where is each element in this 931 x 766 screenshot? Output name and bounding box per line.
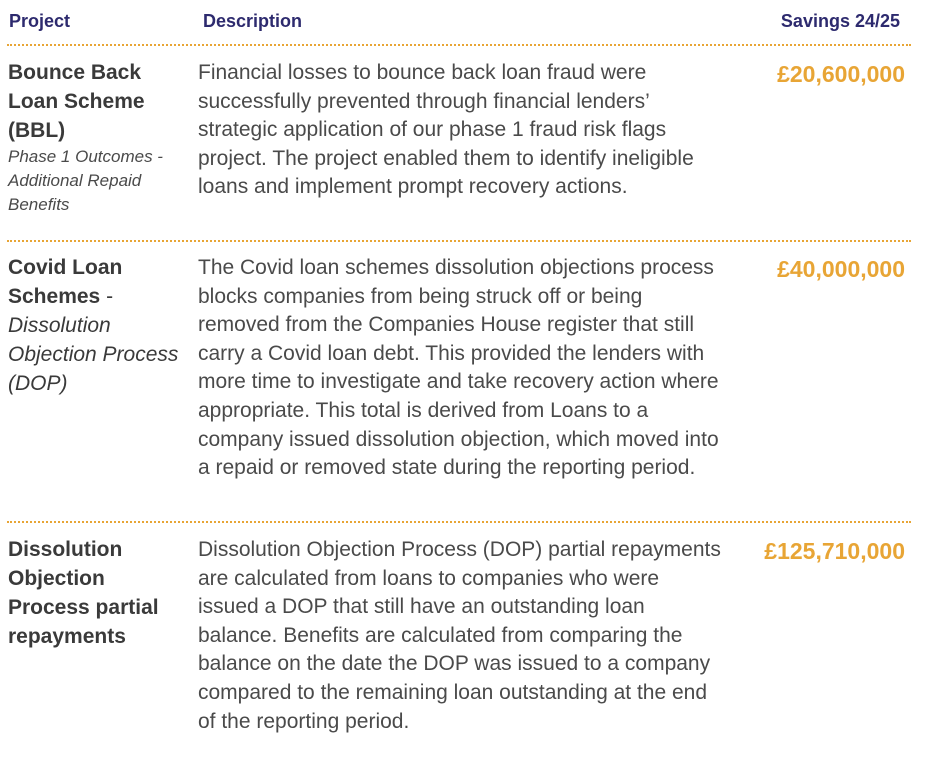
divider xyxy=(7,521,911,523)
project-title: Bounce Back Loan Scheme (BBL) xyxy=(8,61,145,142)
project-subtitle: Dissolution Objection Process (DOP) xyxy=(8,314,179,395)
savings-amount: £20,600,000 xyxy=(777,61,905,87)
project-cell xyxy=(8,535,180,651)
divider xyxy=(7,240,911,242)
project-title: Covid Loan Schemes xyxy=(8,256,123,308)
header-project: Project xyxy=(9,11,71,31)
description-cell: Dissolution Objection Process (DOP) partial repayments are calculated from loans to companies who were issued a DOP that still have an outstanding loan balance. Benefits are calculated from comparing the balance on the date the DOP was issued to a company compared to the remaining loan outstanding at the end of the reporting period. xyxy=(198,538,721,733)
project-title: Dissolution Objection Process partial repayments xyxy=(8,538,159,648)
divider xyxy=(7,44,911,46)
project-subtitle: Phase 1 Outcomes - Additional Repaid Benefits xyxy=(8,147,163,214)
header-description: Description xyxy=(203,11,303,31)
project-separator: - xyxy=(100,285,114,308)
table-header xyxy=(0,0,931,44)
savings-amount: £40,000,000 xyxy=(777,256,905,282)
savings-amount: £125,710,000 xyxy=(764,538,905,564)
description-cell: The Covid loan schemes dissolution objections process blocks companies from being struck off or being removed from the Companies House register that still carry a Covid loan debt. This provided the lenders with more time to investigate and take recovery action where appropriate. This total is derived from Loans to a company issued dissolution objection, which moved into a repaid or removed state during the reporting period. xyxy=(198,256,719,480)
header-savings: Savings 24/25 xyxy=(780,11,900,31)
project-cell xyxy=(8,58,180,217)
project-cell xyxy=(8,253,180,398)
description-cell: Financial losses to bounce back loan fraud were successfully prevented through financial lenders’ strategic application of our phase 1 fraud risk flags project. The project enabled them to identify ineligible loans and implement prompt recovery actions. xyxy=(198,61,694,199)
